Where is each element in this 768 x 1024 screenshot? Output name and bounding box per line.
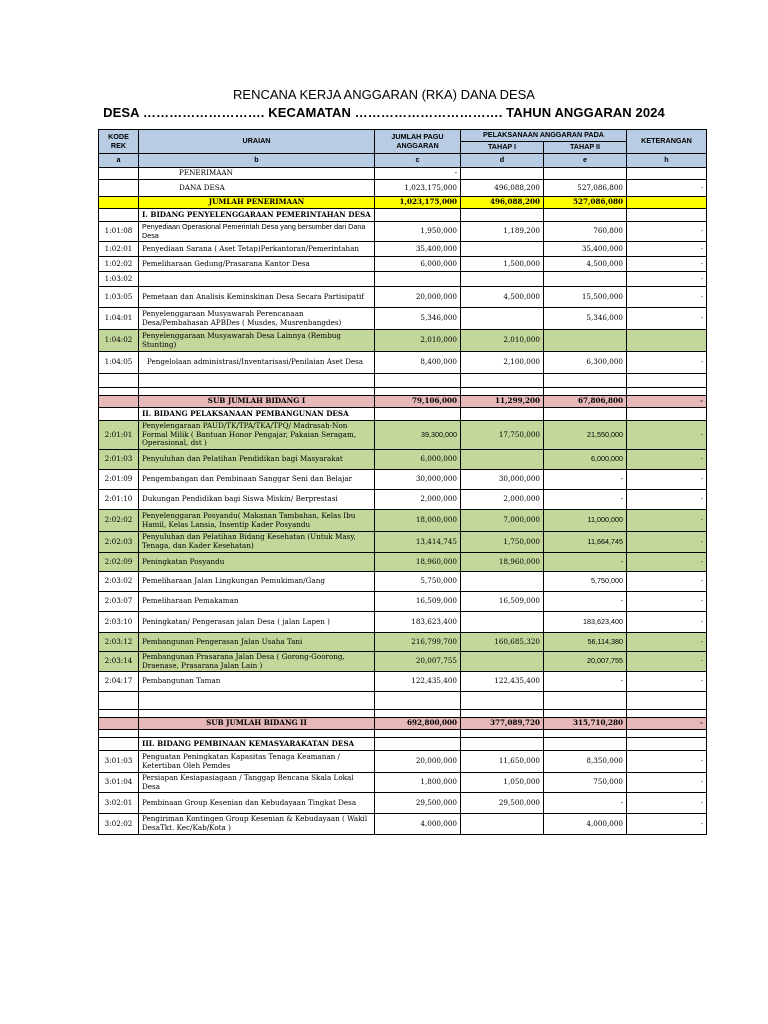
- empty-cell: [99, 388, 139, 396]
- jumlah-penerimaan-t2: 527,086,080: [544, 197, 627, 209]
- jumlah-cell: [375, 272, 461, 287]
- bidang-2-row: [99, 490, 707, 510]
- uraian-cell: Persiapan Kesiapasiagaan / Tanggap Bencana Skala Lokal Desa: [139, 773, 375, 793]
- empty-cell: [139, 692, 375, 710]
- empty-cell: [461, 738, 544, 751]
- keterangan-cell: -: [627, 257, 707, 272]
- keterangan-cell: -: [627, 352, 707, 374]
- empty-cell: [99, 408, 139, 421]
- empty-cell: [544, 730, 627, 738]
- tahap-2-cell: [544, 272, 627, 287]
- jumlah-cell: 20,007,755: [375, 652, 461, 672]
- tahap-2-cell: 56,114,380: [544, 633, 627, 652]
- uraian-cell: Penyelenggaran Posyandu( Makanan Tambahan, Kelas Ibu Hamil, Kelas Lansia, Insentip Kader Posyandu: [139, 510, 375, 532]
- jumlah-cell: 183,623,400: [375, 612, 461, 633]
- dana-desa-t2: 527,086,800: [544, 180, 627, 197]
- tahap-2-cell: -: [544, 592, 627, 612]
- keterangan-cell: -: [627, 490, 707, 510]
- uraian-cell: [139, 272, 375, 287]
- uraian-cell: Dukungan Pendidikan bagi Siswa Miskin/ Berprestasi: [139, 490, 375, 510]
- kode-cell: 1:03:02: [99, 272, 139, 287]
- uraian-cell: Pemeliharaan Pemakaman: [139, 592, 375, 612]
- bidang-1-row: [99, 242, 707, 257]
- empty-cell: [139, 710, 375, 718]
- sub-jumlah-bidang-2-t1: 377,089,720: [461, 718, 544, 730]
- uraian-cell: Pemetaan dan Analisis Keminskinan Desa Secara Partisipatif: [139, 287, 375, 308]
- empty-cell: [627, 692, 707, 710]
- bidang-1-title-label: I. BIDANG PENYELENGGARAAN PEMERINTAHAN DESA: [139, 209, 375, 222]
- jumlah-cell: 1,800,000: [375, 773, 461, 793]
- empty-cell: [544, 692, 627, 710]
- keterangan-cell: -: [627, 470, 707, 490]
- uraian-cell: Pemeliharaan Jalan Lingkungan Pemukiman/Gang: [139, 572, 375, 592]
- jumlah-cell: 18,000,000: [375, 510, 461, 532]
- tahap-2-cell: -: [544, 490, 627, 510]
- sub-jumlah-bidang-1-t2: 67,806,800: [544, 396, 627, 408]
- bidang-1-row: [99, 330, 707, 352]
- jumlah-cell: 6,000,000: [375, 257, 461, 272]
- blank-row: [99, 388, 707, 396]
- keterangan-cell: -: [627, 652, 707, 672]
- uraian-cell: Penyuluhan dan Pelatihan Pendidikan bagi Masyarakat: [139, 450, 375, 470]
- uraian-cell: Pembangunan Taman: [139, 672, 375, 692]
- sub-jumlah-bidang-1-total: 79,106,000: [375, 396, 461, 408]
- empty-cell: [461, 388, 544, 396]
- empty-cell: [544, 710, 627, 718]
- tahap-2-cell: [544, 330, 627, 352]
- uraian-cell: Penguatan Peningkatan Kapasitas Tenaga Keamanan / Ketertiban Oleh Pemdes: [139, 751, 375, 773]
- uraian-cell: Penyelenggaraan Musyawarah Desa Lainnya (Rembug Stunting): [139, 330, 375, 352]
- bidang-1-row: [99, 222, 707, 242]
- keterangan-cell: -: [627, 572, 707, 592]
- uraian-cell: Peningkatan Posyandu: [139, 553, 375, 572]
- bidang-2-row: [99, 612, 707, 633]
- empty-cell: [375, 209, 461, 222]
- tahap-2-cell: 11,000,000: [544, 510, 627, 532]
- tahap-2-cell: 750,000: [544, 773, 627, 793]
- bidang-3-row: [99, 773, 707, 793]
- kode-cell: 3:02:01: [99, 793, 139, 814]
- uraian-cell: Pembinaan Group Kesenian dan Kebudayaan Tingkat Desa: [139, 793, 375, 814]
- kode-cell: 3:01:04: [99, 773, 139, 793]
- jumlah-cell: 2,010,000: [375, 330, 461, 352]
- empty-cell: [99, 396, 139, 408]
- empty-cell: [139, 730, 375, 738]
- keterangan-cell: -: [627, 272, 707, 287]
- empty-cell: [461, 408, 544, 421]
- jumlah-cell: 29,500,000: [375, 793, 461, 814]
- uraian-cell: Penyediaan Operasional Pemerintah Desa yang bersumber dari Dana Desa: [139, 222, 375, 242]
- empty-cell: [99, 730, 139, 738]
- bidang-3-title-label: III. BIDANG PEMBINAAN KEMASYARAKATAN DESA: [139, 738, 375, 751]
- jumlah-cell: 13,414,745: [375, 532, 461, 553]
- tahap-1-cell: 160,685,320: [461, 633, 544, 652]
- empty-cell: [99, 209, 139, 222]
- tahap-1-cell: [461, 652, 544, 672]
- jumlah-cell: 18,960,000: [375, 553, 461, 572]
- kode-cell: 2:03:02: [99, 572, 139, 592]
- empty-cell: [627, 388, 707, 396]
- sub-jumlah-bidang-1-ket: -: [627, 396, 707, 408]
- keterangan-cell: -: [627, 773, 707, 793]
- bidang-1-row: [99, 352, 707, 374]
- tahap-2-cell: 35,400,000: [544, 242, 627, 257]
- bidang-1-row: [99, 257, 707, 272]
- tahap-1-cell: [461, 308, 544, 330]
- tahap-1-cell: 30,000,000: [461, 470, 544, 490]
- keterangan-cell: -: [627, 308, 707, 330]
- tahap-1-cell: [461, 242, 544, 257]
- keterangan-cell: [627, 330, 707, 352]
- sub-jumlah-bidang-1-label: SUB JUMLAH BIDANG I: [139, 396, 375, 408]
- keterangan-cell: -: [627, 793, 707, 814]
- col-letter-d: d: [461, 154, 544, 168]
- jumlah-cell: 1,950,000: [375, 222, 461, 242]
- empty-cell: [627, 374, 707, 388]
- uraian-cell: Pembangunan Pengerasan Jalan Usaha Tani: [139, 633, 375, 652]
- tahap-2-cell: 5,346,000: [544, 308, 627, 330]
- uraian-cell: Pengelolaan administrasi/Inventarisasi/Penilaian Aset Desa: [139, 352, 375, 374]
- uraian-cell: Pembangunan Prasarana Jalan Desa ( Gorong-Goorong, Draenase, Prasarana Jalan Lain ): [139, 652, 375, 672]
- dana-desa-row: [99, 180, 707, 197]
- tahap-2-cell: 4,500,000: [544, 257, 627, 272]
- tahap-2-cell: 5,750,000: [544, 572, 627, 592]
- tahap-1-cell: 1,750,000: [461, 532, 544, 553]
- sub-jumlah-bidang-1-t1: 11,299,200: [461, 396, 544, 408]
- tahap-1-cell: [461, 272, 544, 287]
- col-letter-c: c: [375, 154, 461, 168]
- jumlah-penerimaan-t1: 496,088,200: [461, 197, 544, 209]
- tahap-1-cell: [461, 450, 544, 470]
- empty-cell: [139, 374, 375, 388]
- tahap-2-cell: -: [544, 553, 627, 572]
- header-kode: KODE REK: [99, 130, 139, 154]
- empty-cell: [375, 374, 461, 388]
- title-line-2: DESA ………………………. KECAMATAN ……………………………. TAHUN ANGGARAN 2024: [103, 105, 665, 120]
- col-letter-b: b: [139, 154, 375, 168]
- keterangan-cell: -: [627, 612, 707, 633]
- tahap-2-cell: 760,800: [544, 222, 627, 242]
- kode-cell: 2:03:12: [99, 633, 139, 652]
- kode-cell: 2:01:01: [99, 421, 139, 450]
- uraian-cell: Pengiriman Kontingen Group Kesenian & Kebudayaan ( Wakil DesaTkt. Kec/Kab/Kota ): [139, 814, 375, 835]
- kode-cell: 2:02:09: [99, 553, 139, 572]
- bidang-2-row: [99, 421, 707, 450]
- jumlah-cell: 122,435,400: [375, 672, 461, 692]
- empty-cell: [375, 738, 461, 751]
- kode-cell: 2:02:02: [99, 510, 139, 532]
- jumlah-cell: 16,509,000: [375, 592, 461, 612]
- kode-cell: 1:04:02: [99, 330, 139, 352]
- uraian-cell: Penyuluhan dan Pelatihan Bidang Kesehatan (Untuk Masy, Tenaga, dan Kader Kesehatan): [139, 532, 375, 553]
- bidang-2-title-label: II. BIDANG PELAKSANAAN PEMBANGUNAN DESA: [139, 408, 375, 421]
- kode-cell: 2:01:03: [99, 450, 139, 470]
- tahap-1-cell: 1,189,200: [461, 222, 544, 242]
- tahap-1-cell: [461, 612, 544, 633]
- jumlah-cell: 4,000,000: [375, 814, 461, 835]
- bidang-2-row: [99, 652, 707, 672]
- keterangan-cell: -: [627, 633, 707, 652]
- empty-cell: [544, 374, 627, 388]
- bidang-2-title: [99, 408, 707, 421]
- tahap-1-cell: [461, 572, 544, 592]
- tahap-1-cell: 2,000,000: [461, 490, 544, 510]
- empty-cell: [461, 209, 544, 222]
- kode-cell: 1:03:05: [99, 287, 139, 308]
- bidang-3-row: [99, 751, 707, 773]
- sub-jumlah-bidang-2-label: SUB JUMLAH BIDANG II: [139, 718, 375, 730]
- header-pelaksanaan: PELAKSANAAN ANGGARAN PADA: [461, 130, 627, 142]
- jumlah-cell: 5,346,000: [375, 308, 461, 330]
- bidang-2-row: [99, 572, 707, 592]
- tahap-1-cell: 2,100,000: [461, 352, 544, 374]
- tahap-2-cell: -: [544, 793, 627, 814]
- document-title: [0, 86, 768, 122]
- tahap-1-cell: [461, 814, 544, 835]
- empty-cell: [99, 718, 139, 730]
- empty-cell: [99, 692, 139, 710]
- tahap-1-cell: 1,050,000: [461, 773, 544, 793]
- bidang-2-row: [99, 553, 707, 572]
- empty-cell: [461, 710, 544, 718]
- sub-jumlah-bidang-1: [99, 396, 707, 408]
- header-keterangan: KETERANGAN: [627, 130, 707, 154]
- tahap-1-cell: 16,509,000: [461, 592, 544, 612]
- kode-cell: 2:03:14: [99, 652, 139, 672]
- empty-cell: [627, 408, 707, 421]
- bidang-2-row: [99, 672, 707, 692]
- empty-cell: [544, 738, 627, 751]
- bidang-3-title: [99, 738, 707, 751]
- empty-cell: [139, 388, 375, 396]
- empty-cell: [99, 710, 139, 718]
- keterangan-cell: -: [627, 751, 707, 773]
- dana-desa-label: DANA DESA: [139, 180, 375, 197]
- col-letter-h: h: [627, 154, 707, 168]
- tahap-2-cell: 183,623,400: [544, 612, 627, 633]
- empty-cell: [627, 710, 707, 718]
- tahap-1-cell: 29,500,000: [461, 793, 544, 814]
- keterangan-cell: -: [627, 553, 707, 572]
- bidang-1-row: [99, 308, 707, 330]
- tahap-2-cell: -: [544, 470, 627, 490]
- empty-cell: [544, 209, 627, 222]
- jumlah-cell: 8,400,000: [375, 352, 461, 374]
- jumlah-cell: 2,000,000: [375, 490, 461, 510]
- kode-cell: 3:01:03: [99, 751, 139, 773]
- jumlah-cell: 6,000,000: [375, 450, 461, 470]
- empty-cell: [375, 710, 461, 718]
- keterangan-cell: -: [627, 672, 707, 692]
- header-tahap-2: TAHAP II: [544, 142, 627, 154]
- kode-cell: 3:02:02: [99, 814, 139, 835]
- kode-cell: 1:02:01: [99, 242, 139, 257]
- header-tahap-1: TAHAP I: [461, 142, 544, 154]
- jumlah-penerimaan-label: JUMLAH PENERIMAAN: [139, 197, 375, 209]
- empty-cell: [544, 408, 627, 421]
- col-letter-e: e: [544, 154, 627, 168]
- jumlah-cell: 5,750,000: [375, 572, 461, 592]
- kode-cell: 2:02:03: [99, 532, 139, 553]
- tahap-1-cell: 1,500,000: [461, 257, 544, 272]
- kode-cell: 1:04:05: [99, 352, 139, 374]
- empty-cell: [375, 730, 461, 738]
- dana-desa-ket: -: [627, 180, 707, 197]
- keterangan-cell: -: [627, 592, 707, 612]
- bidang-3-row: [99, 793, 707, 814]
- empty-cell: [627, 209, 707, 222]
- rka-table: [98, 129, 707, 835]
- bidang-1-title: [99, 209, 707, 222]
- bidang-2-row: [99, 592, 707, 612]
- bidang-2-row: [99, 532, 707, 553]
- kode-cell: 1:02:02: [99, 257, 139, 272]
- blank-row: [99, 692, 707, 710]
- keterangan-cell: -: [627, 421, 707, 450]
- kode-cell: 2:03:07: [99, 592, 139, 612]
- bidang-2-row: [99, 633, 707, 652]
- tahap-1-cell: 2,010,000: [461, 330, 544, 352]
- kode-cell: 1:04:01: [99, 308, 139, 330]
- empty-cell: [375, 408, 461, 421]
- empty-cell: [375, 692, 461, 710]
- jumlah-penerimaan-row: [99, 197, 707, 209]
- keterangan-cell: -: [627, 532, 707, 553]
- col-letter-a: a: [99, 154, 139, 168]
- header-jumlah: JUMLAH PAGU ANGGARAN: [375, 130, 461, 154]
- uraian-cell: Penyediaan Sarana ( Aset Tetap)Perkantoran/Pemerintahan: [139, 242, 375, 257]
- sub-jumlah-bidang-2-total: 692,800,000: [375, 718, 461, 730]
- blank-row: [99, 374, 707, 388]
- uraian-cell: Peningkatan/ Pengerasan jalan Desa ( jalan Lapen ): [139, 612, 375, 633]
- tahap-2-cell: 4,000,000: [544, 814, 627, 835]
- kode-cell: 2:04:17: [99, 672, 139, 692]
- kode-cell: 2:01:10: [99, 490, 139, 510]
- penerimaan-label: PENERIMAAN: [139, 168, 375, 180]
- bidang-2-row: [99, 450, 707, 470]
- tahap-2-cell: 21,550,000: [544, 421, 627, 450]
- keterangan-cell: -: [627, 287, 707, 308]
- jumlah-cell: 20,000,000: [375, 287, 461, 308]
- blank-row: [99, 730, 707, 738]
- empty-cell: [99, 738, 139, 751]
- uraian-cell: Pemeliharaan Gedung/Prasarana Kantor Desa: [139, 257, 375, 272]
- sub-jumlah-bidang-2: [99, 718, 707, 730]
- header-uraian: URAIAN: [139, 130, 375, 154]
- blank-row: [99, 710, 707, 718]
- empty-cell: [627, 730, 707, 738]
- bidang-2-row: [99, 510, 707, 532]
- empty-cell: [461, 730, 544, 738]
- tahap-1-cell: 122,435,400: [461, 672, 544, 692]
- jumlah-cell: 35,400,000: [375, 242, 461, 257]
- keterangan-cell: -: [627, 510, 707, 532]
- jumlah-cell: 216,799,700: [375, 633, 461, 652]
- tahap-1-cell: 11,650,000: [461, 751, 544, 773]
- tahap-2-cell: -: [544, 672, 627, 692]
- uraian-cell: Pengembangan dan Pembinaan Sanggar Seni dan Belajar: [139, 470, 375, 490]
- sub-jumlah-bidang-2-ket: -: [627, 718, 707, 730]
- tahap-2-cell: 8,350,000: [544, 751, 627, 773]
- kode-cell: 2:03:10: [99, 612, 139, 633]
- keterangan-cell: -: [627, 242, 707, 257]
- tahap-1-cell: 7,000,000: [461, 510, 544, 532]
- penerimaan-dash: -: [375, 168, 461, 180]
- keterangan-cell: -: [627, 450, 707, 470]
- empty-cell: [375, 388, 461, 396]
- keterangan-cell: -: [627, 814, 707, 835]
- bidang-1-row: [99, 287, 707, 308]
- kode-cell: 2:01:09: [99, 470, 139, 490]
- dana-desa-t1: 496,088,200: [461, 180, 544, 197]
- tahap-2-cell: 6,000,000: [544, 450, 627, 470]
- empty-cell: [544, 388, 627, 396]
- empty-cell: [627, 738, 707, 751]
- tahap-2-cell: 6,300,000: [544, 352, 627, 374]
- jumlah-cell: 20,000,000: [375, 751, 461, 773]
- bidang-2-row: [99, 470, 707, 490]
- empty-cell: [461, 692, 544, 710]
- title-line-1: RENCANA KERJA ANGGARAN (RKA) DANA DESA: [233, 87, 535, 102]
- kode-cell: 1:01:08: [99, 222, 139, 242]
- keterangan-cell: -: [627, 222, 707, 242]
- tahap-1-cell: 4,500,000: [461, 287, 544, 308]
- tahap-2-cell: 11,664,745: [544, 532, 627, 553]
- tahap-1-cell: 18,960,000: [461, 553, 544, 572]
- jumlah-cell: 30,000,000: [375, 470, 461, 490]
- uraian-cell: Penyelenggaraan Musyawarah Perencanaan Desa/Pembahasan APBDes ( Musdes, Musrenbangdes): [139, 308, 375, 330]
- bidang-3-row: [99, 814, 707, 835]
- empty-cell: [99, 374, 139, 388]
- tahap-1-cell: 17,750,000: [461, 421, 544, 450]
- uraian-cell: Penyelengaraan PAUD/TK/TPA/TKA/TPQ/ Madrasah-Non Formal Milik ( Bantuan Honor Pengajar, Pakaian Seragam, Operasional, dst ): [139, 421, 375, 450]
- bidang-1-row: [99, 272, 707, 287]
- tahap-2-cell: 20,007,755: [544, 652, 627, 672]
- jumlah-penerimaan-total: 1,023,175,000: [375, 197, 461, 209]
- dana-desa-total: 1,023,175,000: [375, 180, 461, 197]
- tahap-2-cell: 15,500,000: [544, 287, 627, 308]
- sub-jumlah-bidang-2-t2: 315,710,280: [544, 718, 627, 730]
- jumlah-cell: 39,300,000: [375, 421, 461, 450]
- empty-cell: [461, 374, 544, 388]
- penerimaan-row: [99, 168, 707, 180]
